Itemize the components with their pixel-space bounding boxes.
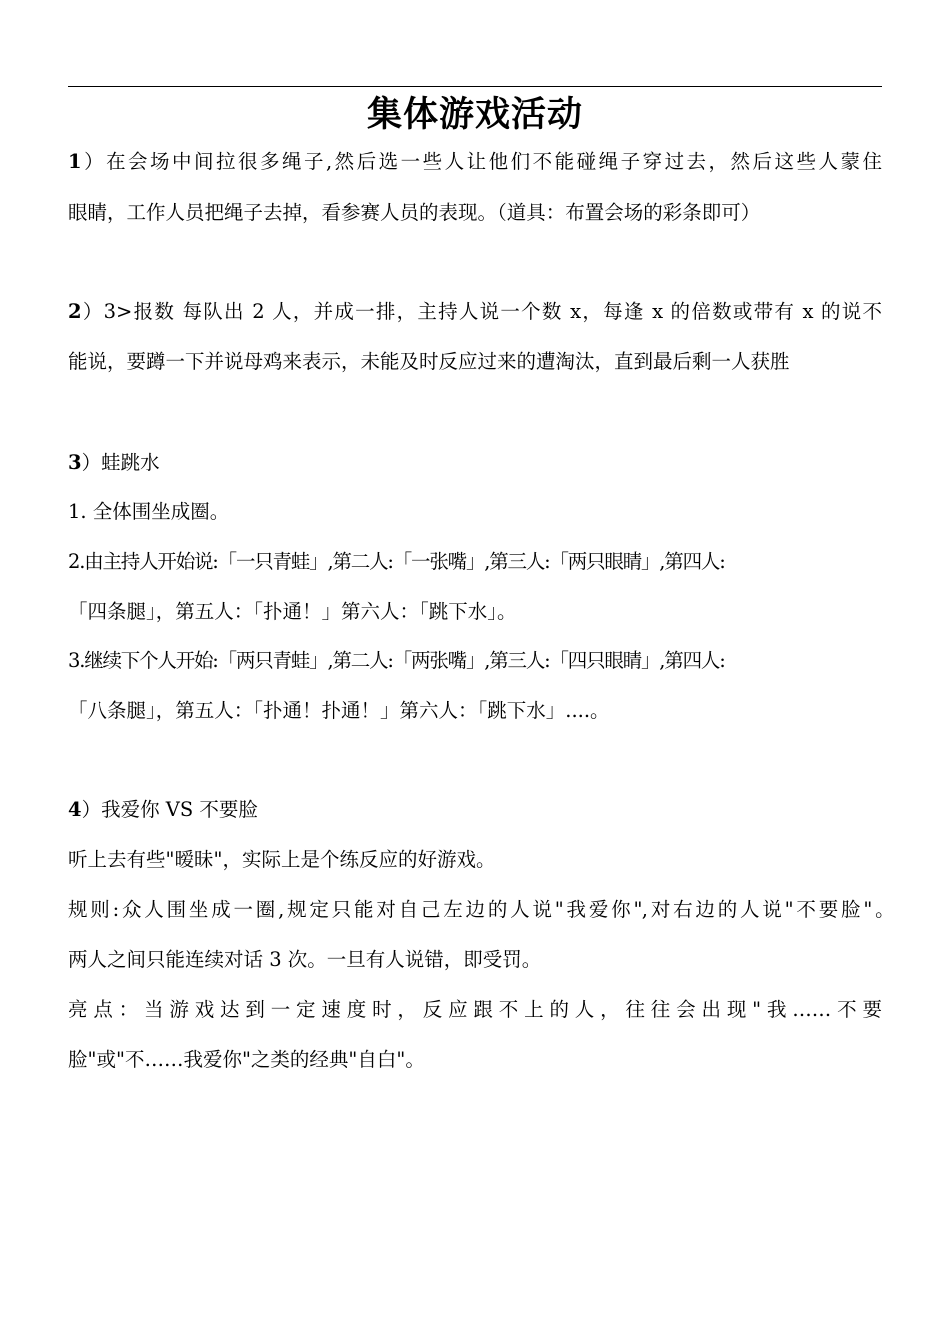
section-2-number: 2 — [68, 300, 82, 323]
section-4-rule-line-1: 规则:众人围坐成一圈,规定只能对自己左边的人说"我爱你",对右边的人说"不要脸"。 — [68, 898, 894, 921]
section-2-line-1 — [68, 298, 882, 326]
section-4-number: 4 — [68, 798, 82, 821]
section-4-intro: 听上去有些"暧昧"，实际上是个练反应的好游戏。 — [68, 848, 496, 871]
section-3-step-2-line-2: 「四条腿」，第五人：「扑通！」第六人：「跳下水」。 — [68, 600, 517, 623]
section-3-step-3-line-2: 「八条腿」，第五人：「扑通！扑通！」第六人：「跳下水」....。 — [68, 699, 610, 722]
section-3-step-2-line-1: 2.由主持人开始说:「一只青蛙」,第二人:「一张嘴」,第三人:「两只眼睛」,第四人: — [68, 550, 725, 573]
section-4-highlight-line-2: 脸"或"不……我爱你"之类的经典"自白"。 — [68, 1048, 425, 1071]
section-3-number: 3 — [68, 451, 82, 474]
section-3-step-1: 1. 全体围坐成圈。 — [68, 500, 230, 523]
section-2-text-1: ）3>报数 每队出 2 人，并成一排，主持人说一个数 x，每逢 x 的倍数或带有 x 的说不 — [81, 300, 882, 323]
section-3-step-3-line-1: 3.继续下个人开始:「两只青蛙」,第二人:「两张嘴」,第三人:「四只眼睛」,第四人: — [68, 649, 725, 672]
section-3-heading-text: ）蛙跳水 — [81, 451, 160, 474]
section-1-line-1 — [68, 148, 882, 176]
section-1-line-2: 眼睛，工作人员把绳子去掉，看参赛人员的表现。（道具：布置会场的彩条即可） — [68, 201, 761, 224]
section-4-rule-line-2: 两人之间只能连续对话 3 次。一旦有人说错，即受罚。 — [68, 948, 542, 971]
section-3-heading — [68, 449, 160, 477]
section-2-line-2: 能说，要蹲一下并说母鸡来表示，未能及时反应过来的遭淘汰，直到最后剩一人获胜 — [68, 350, 790, 373]
section-4-heading-text: ）我爱你 VS 不要脸 — [81, 798, 258, 821]
section-1-text-1: ）在会场中间拉很多绳子,然后选一些人让他们不能碰绳子穿过去，然后这些人蒙住 — [81, 150, 882, 173]
section-4-heading — [68, 796, 258, 824]
section-1-number: 1 — [68, 150, 82, 173]
header-rule — [68, 86, 882, 87]
section-4-highlight-line-1: 亮点：当游戏达到一定速度时，反应跟不上的人，往往会出现"我……不要 — [68, 998, 882, 1021]
document-title: 集体游戏活动 — [366, 95, 583, 135]
